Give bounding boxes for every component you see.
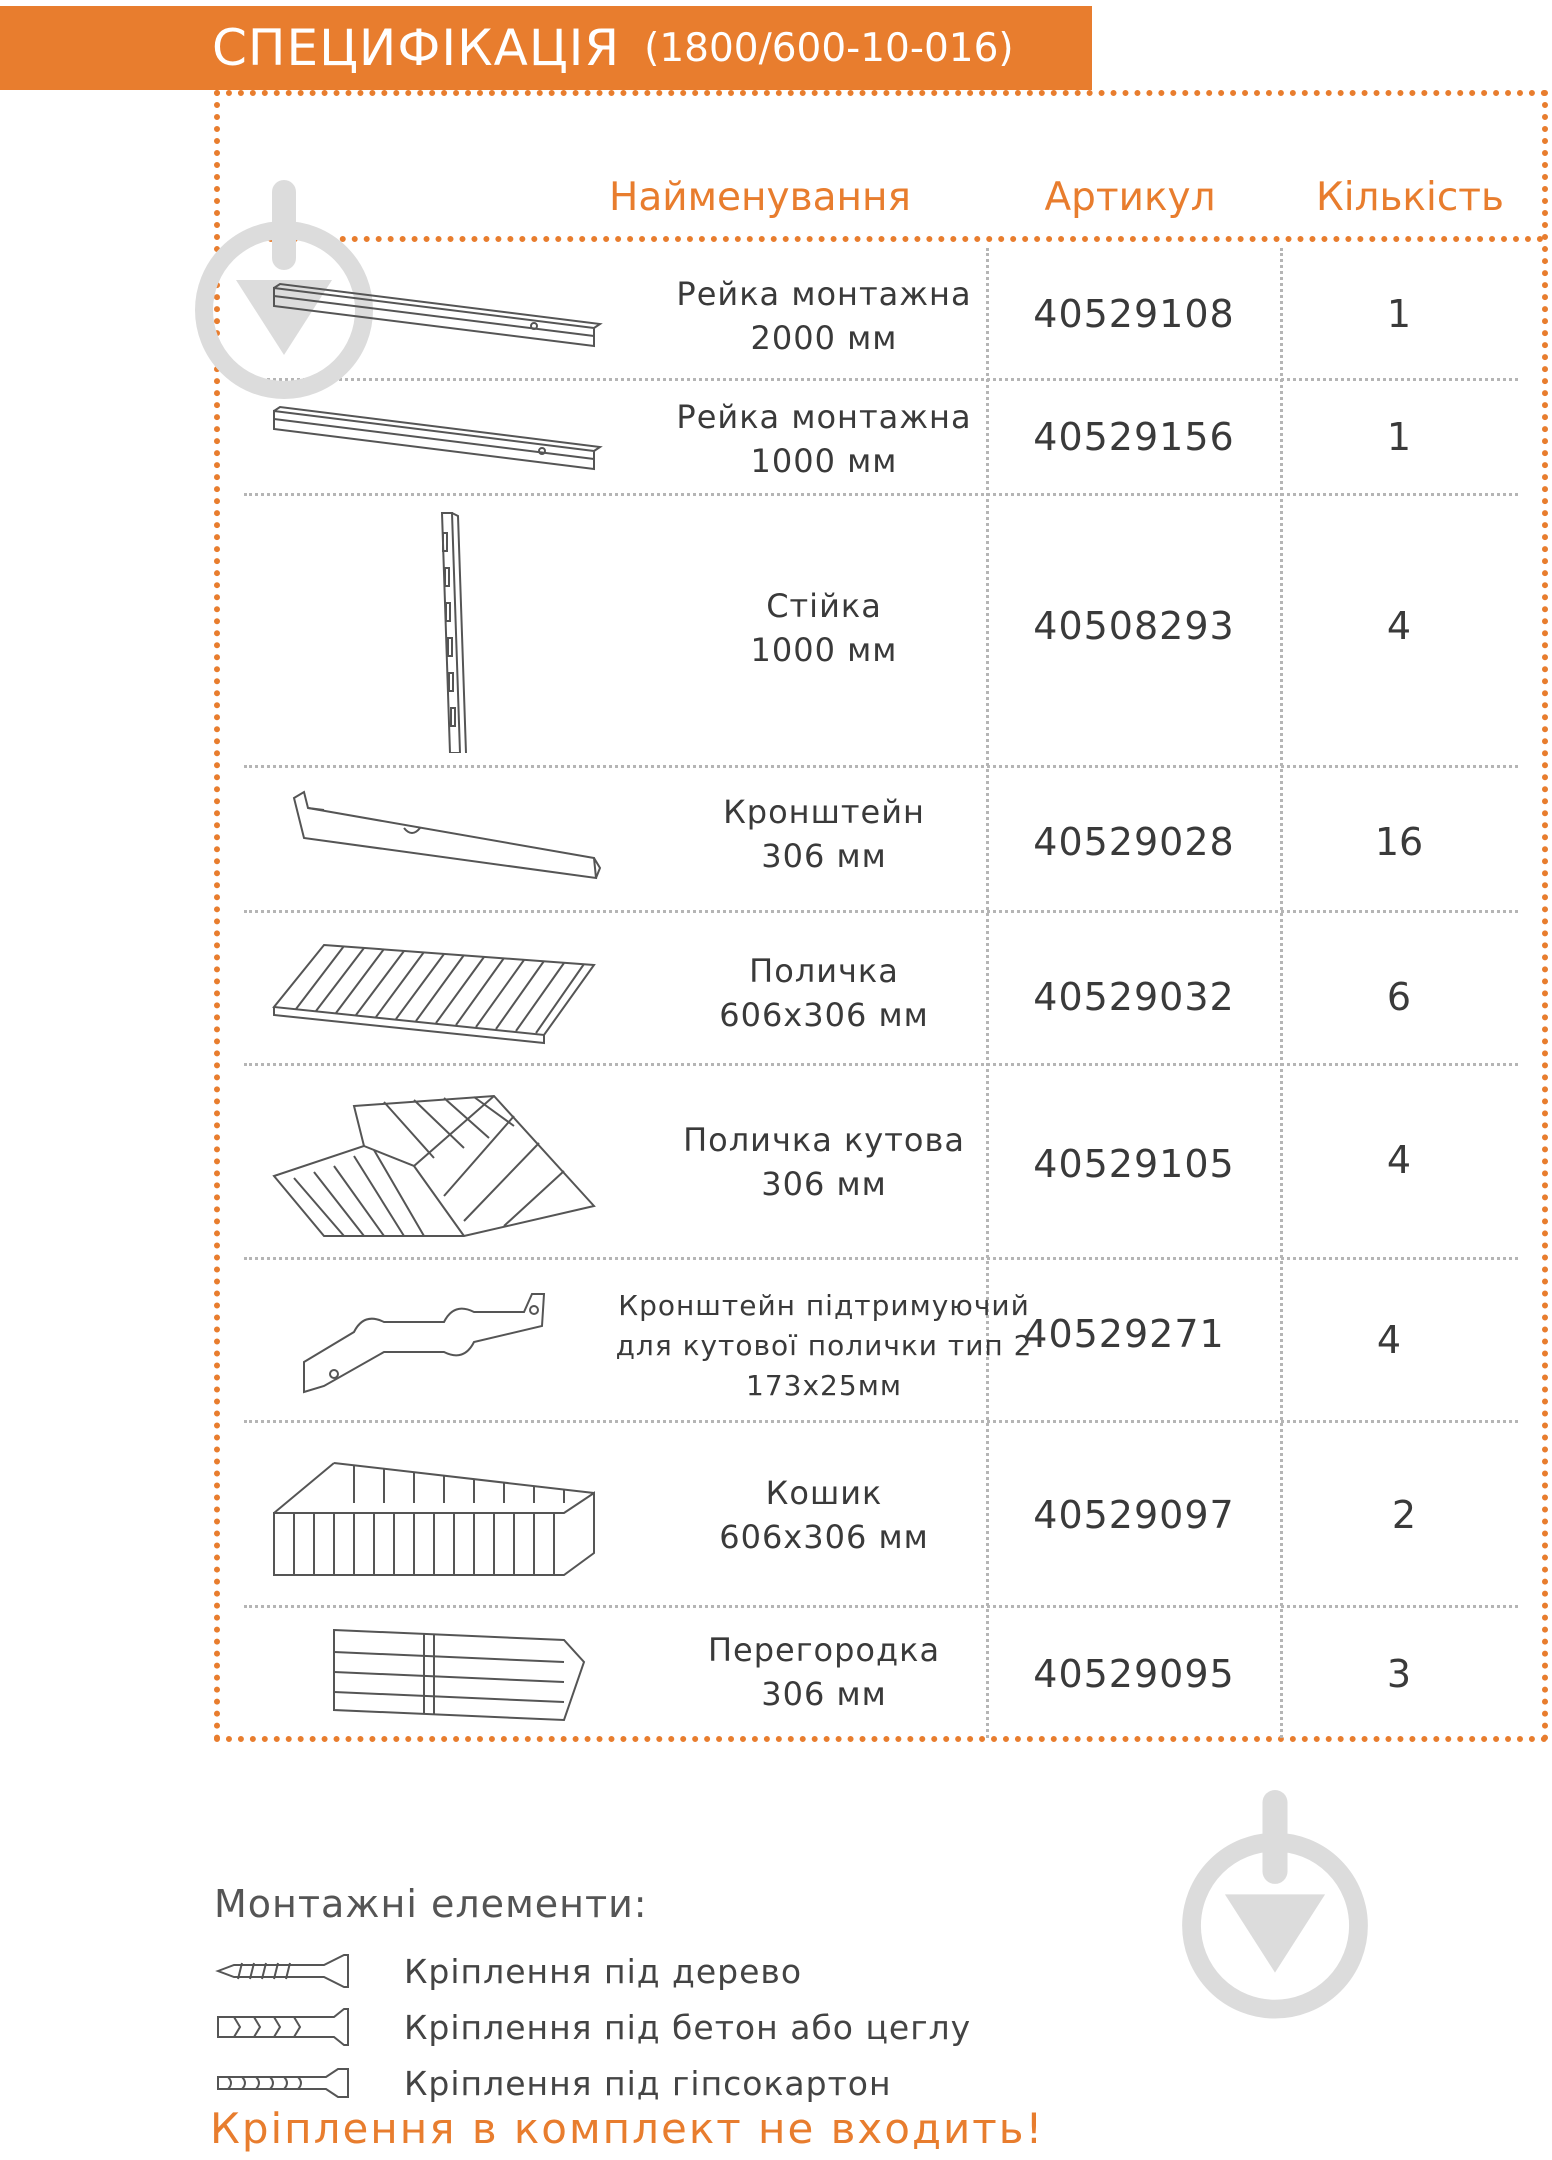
mounting-item [214, 2002, 971, 2052]
item-article: 40529097 [1033, 1493, 1235, 1537]
item-name: Кошик [765, 1474, 883, 1512]
item-size: 1000 мм [750, 442, 898, 480]
item-article: 40508293 [1033, 604, 1235, 648]
item-name: Поличка кутова [683, 1121, 965, 1159]
item-name: Стійка [766, 587, 882, 625]
item-size: 306 мм [761, 1165, 887, 1203]
rail-icon [264, 268, 604, 358]
mounting-item [214, 2058, 892, 2108]
mounting-title: Монтажні елементи: [214, 1882, 648, 1926]
page-title: СПЕЦИФІКАЦІЯ [212, 19, 621, 77]
watermark-logo-icon [1180, 1790, 1370, 2030]
support-bracket-icon [264, 1282, 604, 1402]
item-quantity: 3 [1386, 1652, 1412, 1696]
item-size: 2000 мм [750, 319, 898, 357]
item-size: 606x306 мм [719, 1518, 929, 1556]
item-article: 40529032 [1033, 975, 1235, 1019]
item-size: 306 мм [761, 837, 887, 875]
table-row [244, 1423, 1518, 1605]
item-size: 173x25мм [746, 1369, 902, 1402]
item-name: Кронштейн [723, 793, 925, 831]
wire-shelf-icon [264, 935, 604, 1045]
mounting-label: Кріплення під дерево [404, 1951, 803, 1991]
item-article: 40529108 [1033, 292, 1235, 336]
item-name: Рейка монтажна [676, 275, 972, 313]
bracket-icon [264, 788, 604, 898]
item-quantity: 6 [1386, 975, 1412, 1019]
corner-shelf-icon [264, 1086, 604, 1246]
item-article: 40529028 [1033, 820, 1235, 864]
column-header-quantity: Кількість [1316, 175, 1504, 220]
item-quantity: 2 [1391, 1493, 1417, 1537]
table-row [244, 768, 1518, 910]
divider-icon [264, 1622, 604, 1722]
table-row [244, 1608, 1518, 1738]
table-row [244, 1260, 1518, 1420]
drywall-anchor-icon [214, 2063, 364, 2103]
table-row [244, 250, 1518, 378]
item-size: 606x306 мм [719, 996, 929, 1034]
wood-screw-icon [214, 1951, 364, 1991]
item-article: 40529105 [1033, 1142, 1235, 1186]
item-name-line2: для кутової полички тип 2 [615, 1329, 1033, 1362]
item-article: 40529271 [1023, 1312, 1225, 1356]
table-row [244, 496, 1518, 765]
item-name: Перегородка [707, 1631, 941, 1669]
item-name: Рейка монтажна [676, 398, 972, 436]
concrete-anchor-icon [214, 2007, 364, 2047]
rail-icon [264, 391, 604, 481]
item-name: Кронштейн підтримуючий [618, 1289, 1030, 1322]
mounting-item [214, 1946, 802, 1996]
table-row [244, 1066, 1518, 1257]
item-size: 1000 мм [750, 631, 898, 669]
item-article: 40529095 [1033, 1652, 1235, 1696]
item-quantity: 4 [1376, 1318, 1402, 1362]
item-quantity: 4 [1386, 604, 1412, 648]
table-row [244, 913, 1518, 1063]
header-divider [244, 236, 1544, 242]
spec-title-bar [0, 6, 1092, 90]
item-size: 306 мм [761, 1675, 887, 1713]
table-row [244, 381, 1518, 493]
item-quantity: 4 [1386, 1138, 1412, 1182]
item-quantity: 16 [1374, 820, 1424, 864]
mounting-label: Кріплення під бетон або цеглу [404, 2007, 972, 2047]
mounting-note: Кріплення в комплект не входить! [210, 2104, 1045, 2153]
column-header-article: Артикул [1044, 175, 1216, 220]
upright-icon [264, 508, 604, 753]
spec-code: (1800/600-10-016) [644, 25, 1014, 71]
basket-icon [264, 1453, 604, 1583]
item-quantity: 1 [1386, 292, 1412, 336]
item-quantity: 1 [1386, 415, 1412, 459]
item-article: 40529156 [1033, 415, 1235, 459]
mounting-label: Кріплення під гіпсокартон [404, 2063, 892, 2103]
column-header-name: Найменування [609, 175, 911, 220]
item-name: Поличка [749, 952, 899, 990]
